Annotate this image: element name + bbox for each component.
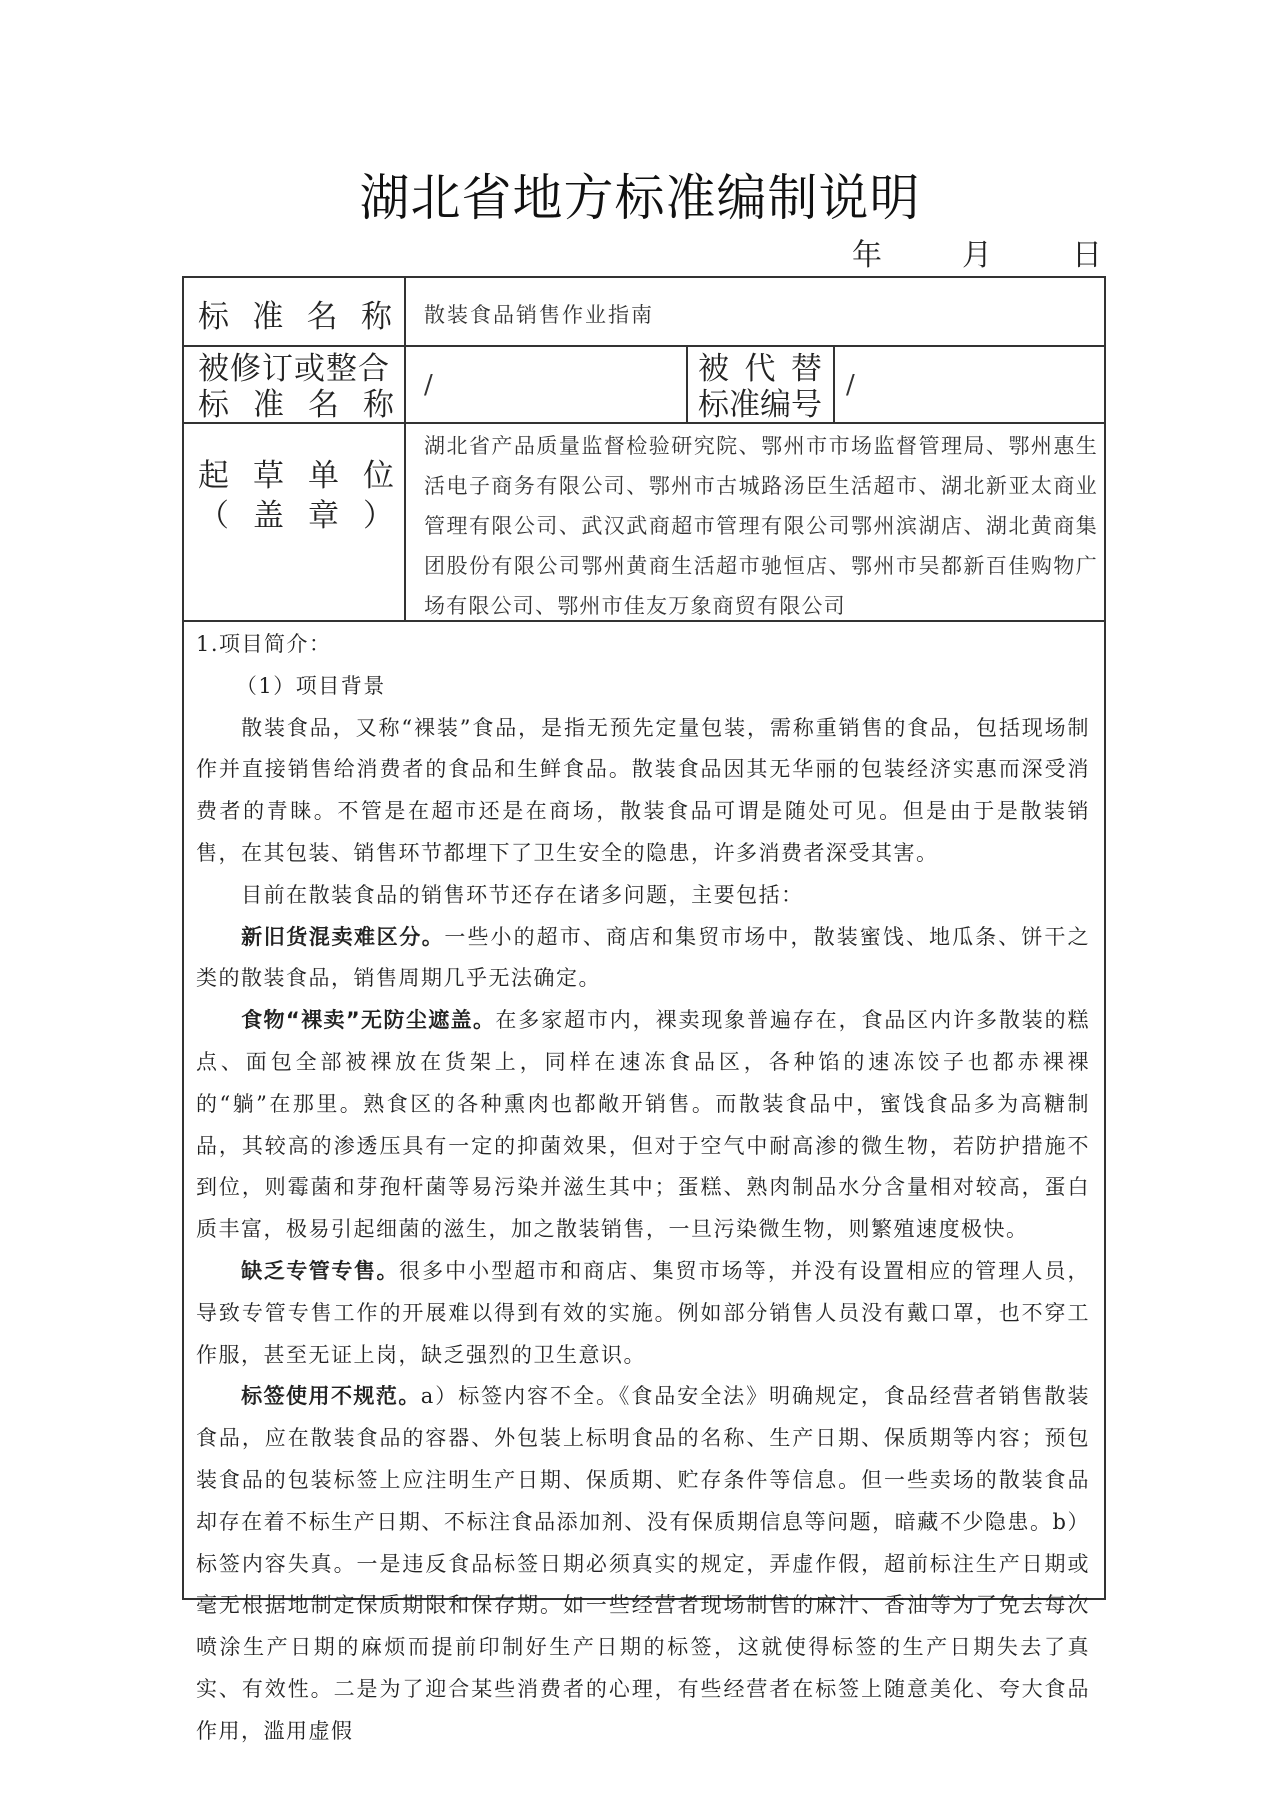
drafting-unit-label [198,456,394,536]
paragraph-3-heading: 新旧货混卖难区分。 [241,924,445,949]
revised-label-line2: 标 准 名 称 [198,387,394,423]
label-char: 准 [252,299,284,335]
paragraph-4-text: 在多家超市内，裸卖现象普遍存在，食品区内许多散装的糕点、面包全部被裸放在货架上，同样在速冻食品区，各种馅的速冻饺子也都赤裸裸的“躺”在那里。熟食区的各种熏肉也都敞开销售。而散装食品中，蜜饯食品多为高糖制品，其较高的渗透压具有一定的抑菌效果，但对于空气中耐高渗的微生物，若防护措施不到位，则霉菌和芽孢杆菌等易污染并滋生其中；蛋糕、熟肉制品水分含量相对较高，蛋白质丰富，极易引起细菌的滋生，加之散装销售，一旦污染微生物，则繁殖速度极快。 [196,1008,1091,1242]
project-intro-section [184,624,1104,1743]
revised-label-line1: 被修订或整合 [198,351,390,387]
drafter-label-line2: （ 盖 章 ） [198,498,394,534]
label-char: 名 [306,299,338,335]
paragraph-6-heading: 标签使用不规范。 [241,1384,421,1409]
row-divider [184,345,1104,347]
drafting-unit-value: 湖北省产品质量监督检验研究院、鄂州市市场监督管理局、鄂州惠生活电子商务有限公司、鄂州市古城路汤臣生活超市、湖北新亚太商业管理有限公司、武汉武商超市管理有限公司鄂州滨湖店、湖北黄商集团股份有限公司鄂州黄商生活超市驰恒店、鄂州市吴都新百佳购物广场有限公司、鄂州市佳友万象商贸有限公司 [424,434,1098,618]
label-char: 标 [198,299,229,335]
page-title: 湖北省地方标准编制说明 [359,169,921,227]
date-month-label: 月 [962,238,992,273]
section-heading: 1.项目简介： [196,632,332,656]
paragraph-6 [196,1376,1090,1752]
drafter-label-line1: 起 草 单 位 [198,458,394,494]
standard-name-label [198,291,392,336]
paragraph-5-text: 很多中小型超市和商店、集贸市场等，并没有设置相应的管理人员，导致专管专售工作的开展难以得到有效的实施。例如部分销售人员没有戴口罩，也不穿工作服，甚至无证上岗，缺乏强烈的卫生意识。 [196,1258,1091,1367]
label-char: 称 [360,299,392,335]
revised-standard-label [198,351,394,423]
paragraph-5 [196,1251,1090,1376]
replaced-standard-label [698,351,822,423]
subheading-background: （1）项目背景 [235,673,386,698]
section-body [196,624,1090,1753]
replaced-label-line1: 被 代 替 [698,351,822,387]
paragraph-2: 目前在散装食品的销售环节还存在诸多问题，主要包括： [241,882,804,907]
paragraph-4 [196,1000,1090,1251]
date-year-label: 年 [852,238,882,273]
date-day-label: 日 [1072,238,1102,273]
paragraph-3 [196,917,1090,1001]
paragraph-1: 散装食品，又称“裸装”食品，是指无预先定量包装，需称重销售的食品，包括现场制作并直接销售给消费者的食品和生鲜食品。散装食品因其无华丽的包装经济实惠而深受消费者的青睐。不管是在超市还是在商场，散装食品可谓是随处可见。但是由于是散装销售，在其包装、销售环节都埋下了卫生安全的隐患，许多消费者深受其害。 [196,715,1090,865]
replaced-label-line2: 标准编号 [698,387,822,423]
standard-info-form [182,276,1106,1743]
paragraph-6-text: a）标签内容不全。《食品安全法》明确规定，食品经营者销售散装食品，应在散装食品的容器、外包装上标明食品的名称、生产日期、保质期等内容；预包装食品的包装标签上应注明生产日期、保质期、贮存条件等信息。但一些卖场的散装食品却存在着不标生产日期、不标注食品添加剂、没有保质期信息等问题，暗藏不少隐患。b）标签内容失真。一是违反食品标签日期必须真实的规定，弄虚作假，超前标注生产日期或毫无根据地制定保质期限和保存期。如一些经营者现场制售的麻汁、香油等为了免去每次喷涂生产日期的麻烦而提前印制好生产日期的标签，这就使得标签的生产日期失去了真实、有效性。二是为了迎合某些消费者的心理，有些经营者在标签上随意美化、夸大食品作用，滥用虚假 [196,1384,1090,1743]
date-line [852,230,1102,274]
column-divider [833,345,835,422]
paragraph-4-heading: 食物“裸卖”无防尘遮盖。 [241,1008,496,1033]
column-divider [404,278,406,620]
paragraph-3-text: 一些小的超市、商店和集贸市场中，散装蜜饯、地瓜条、饼干之类的散装食品，销售周期几乎无法确定。 [196,924,1091,991]
revised-standard-value: / [424,370,435,400]
standard-name-value: 散装食品销售作业指南 [424,303,654,327]
paragraph-5-heading: 缺乏专管专售。 [241,1258,400,1283]
column-divider [686,345,688,422]
replaced-standard-value: / [846,370,857,400]
